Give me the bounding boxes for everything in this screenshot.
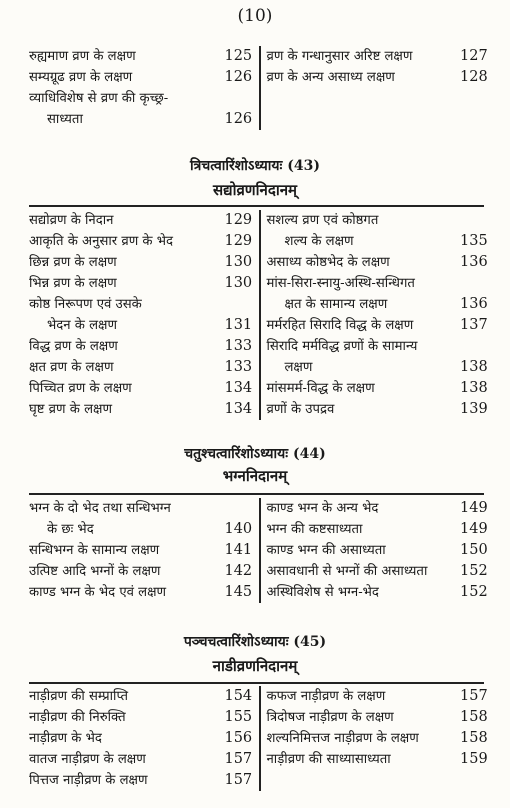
toc-entry-title: त्रिदोषज नाड़ीव्रण के लक्षण <box>266 710 394 725</box>
toc-entry-title: असाध्य कोष्ठभेद के लक्षण <box>266 255 390 270</box>
toc-col-left <box>29 686 256 791</box>
toc-col-left <box>29 210 256 420</box>
chapter-heading-44: चतुश्चत्वारिंशोऽध्यायः (44) <box>184 446 326 462</box>
toc-entry-title: लक्षण <box>284 360 313 375</box>
toc-entry-title: सन्धिभग्न के सामान्य लक्षण <box>29 543 160 558</box>
toc-col-right <box>256 46 488 130</box>
toc-entry-page: 137 <box>460 317 488 333</box>
toc-entry-page: 158 <box>460 730 488 746</box>
toc-entry-page: 142 <box>224 563 253 579</box>
toc-entry <box>266 498 488 519</box>
toc-entry-page: 136 <box>460 296 488 312</box>
toc-entry-page: 157 <box>224 772 253 788</box>
toc-entry <box>266 294 488 315</box>
toc-entry-title: शल्यनिमित्तज नाड़ीव्रण के लक्षण <box>266 731 419 746</box>
toc-entry <box>29 498 248 519</box>
toc-entry-page: 134 <box>224 380 253 396</box>
toc-entry <box>29 67 253 88</box>
toc-entry <box>29 231 253 252</box>
toc-entry-page: 127 <box>460 48 488 64</box>
chapter-title-45: नाडीव्रणनिदानम् <box>212 657 298 675</box>
toc-entry-page: 130 <box>224 275 253 291</box>
toc-entry-title: क्षत के सामान्य लक्षण <box>284 297 388 312</box>
toc-entry-title: व्रण के अन्य असाध्य लक्षण <box>266 70 395 85</box>
toc-entry-title: शल्य के लक्षण <box>284 234 354 249</box>
toc-entry-page: 133 <box>224 359 253 375</box>
toc-entry-title: काण्ड भग्न की असाध्यता <box>266 543 386 558</box>
toc-entry <box>266 399 488 420</box>
toc-entry-title: भग्न की कष्टसाध्यता <box>266 522 363 537</box>
toc-entry-title: उत्पिष्ट आदि भग्नों के लक्षण <box>29 564 161 579</box>
toc-entry <box>266 231 488 252</box>
toc-block-44 <box>29 498 488 603</box>
toc-entry-title: व्याधिविशेष से व्रण की कृच्छ्र- <box>29 91 169 106</box>
toc-entry-title: व्रणों के उपद्रव <box>266 402 335 417</box>
toc-entry-title: भेदन के लक्षण <box>47 318 118 333</box>
toc-col-right <box>256 210 488 420</box>
toc-entry-title: काण्ड भग्न के अन्य भेद <box>266 501 379 516</box>
toc-entry <box>29 273 253 294</box>
toc-entry-page: 159 <box>460 751 488 767</box>
toc-entry-page: 157 <box>460 688 488 704</box>
toc-entry-title: काण्ड भग्न के भेद एवं लक्षण <box>29 585 167 600</box>
toc-col-left <box>29 46 256 130</box>
toc-entry-page: 136 <box>460 254 488 270</box>
chapter-heading-45: पञ्चचत्वारिंशोऽध्यायः (45) <box>183 634 327 650</box>
toc-entry <box>29 294 248 315</box>
toc-entry-title: साध्यता <box>47 112 83 127</box>
toc-entry-page: 149 <box>460 521 488 537</box>
toc-entry <box>266 210 484 231</box>
toc-entry-title: घृष्ट व्रण के लक्षण <box>29 402 112 417</box>
toc-block-45 <box>29 686 488 791</box>
toc-entry <box>266 315 488 336</box>
toc-entry-title: अस्थिविशेष से भग्न-भेद <box>266 585 379 600</box>
toc-entry-title: मर्मरहित सिरादि विद्ध के लक्षण <box>266 318 414 333</box>
toc-entry-page: 139 <box>460 401 488 417</box>
toc-entry <box>266 749 488 770</box>
toc-entry-page: 129 <box>224 233 253 249</box>
toc-entry <box>266 273 484 294</box>
toc-entry-title: कफज नाड़ीव्रण के लक्षण <box>266 689 386 704</box>
toc-entry-page: 131 <box>224 317 253 333</box>
toc-entry-page: 149 <box>460 500 488 516</box>
page-number: (10) <box>237 6 273 26</box>
toc-entry <box>266 252 488 273</box>
toc-entry-page: 135 <box>460 233 488 249</box>
toc-entry <box>29 399 253 420</box>
toc-entry-page: 133 <box>224 338 253 354</box>
toc-entry-title: पिच्चित व्रण के लक्षण <box>29 381 132 396</box>
toc-entry-page: 145 <box>224 584 253 600</box>
toc-entry <box>29 749 253 770</box>
toc-entry <box>29 88 248 109</box>
section-rule-44 <box>29 493 484 495</box>
toc-entry-page: 128 <box>460 69 488 85</box>
toc-entry-title: नाड़ीव्रण की निरुक्ति <box>29 710 126 725</box>
toc-entry-title: कोष्ठ निरूपण एवं उसके <box>29 297 142 312</box>
toc-entry-title: पित्तज नाड़ीव्रण के लक्षण <box>29 773 148 788</box>
toc-entry <box>266 686 488 707</box>
toc-entry-title: रुह्यमाण व्रण के लक्षण <box>29 49 136 64</box>
chapter-title-44: भग्ननिदानम् <box>222 467 288 485</box>
toc-entry-title: असावधानी से भग्नों की असाध्यता <box>266 564 428 579</box>
toc-entry-page: 154 <box>224 688 253 704</box>
toc-entry-title: छिन्न व्रण के लक्षण <box>29 255 117 270</box>
toc-col-right <box>256 498 488 603</box>
toc-entry-title: नाड़ीव्रण के भेद <box>29 731 102 746</box>
toc-col-left <box>29 498 256 603</box>
toc-entry <box>29 561 253 582</box>
toc-entry-page: 155 <box>224 709 253 725</box>
toc-entry-page: 158 <box>460 709 488 725</box>
toc-entry-title: सशल्य व्रण एवं कोष्ठगत <box>266 213 379 228</box>
toc-entry-page: 138 <box>460 359 488 375</box>
toc-entry-title: भिन्न व्रण के लक्षण <box>29 276 117 291</box>
toc-entry-page: 125 <box>224 48 253 64</box>
chapter-title-43: सद्योव्रणनिदानम् <box>212 181 297 199</box>
toc-entry <box>29 109 253 130</box>
toc-entry-page: 126 <box>224 69 253 85</box>
toc-entry-title: व्रण के गन्धानुसार अरिष्ट लक्षण <box>266 49 413 64</box>
toc-entry-page: 134 <box>224 401 253 417</box>
toc-block-42 <box>29 46 488 130</box>
toc-entry-page: 141 <box>224 542 253 558</box>
toc-entry-title: विद्ध व्रण के लक्षण <box>29 339 118 354</box>
toc-entry-page: 140 <box>224 521 253 537</box>
toc-entry-title: मांस-सिरा-स्नायु-अस्थि-सन्धिगत <box>266 276 415 291</box>
toc-entry-title: आकृति के अनुसार व्रण के भेद <box>29 234 174 249</box>
toc-entry <box>29 46 253 67</box>
section-rule-43 <box>29 205 484 207</box>
toc-entry-title: क्षत व्रण के लक्षण <box>29 360 114 375</box>
toc-entry <box>266 540 488 561</box>
toc-entry <box>266 336 484 357</box>
toc-entry-page: 126 <box>224 111 253 127</box>
toc-entry-title: वातज नाड़ीव्रण के लक्षण <box>29 752 146 767</box>
toc-entry-title: सिरादि मर्मविद्ध व्रणों के सामान्य <box>266 339 418 354</box>
toc-entry <box>266 582 488 603</box>
toc-entry-page: 156 <box>224 730 253 746</box>
toc-entry <box>29 770 253 791</box>
toc-entry-page: 130 <box>224 254 253 270</box>
toc-entry <box>266 561 488 582</box>
toc-entry <box>266 519 488 540</box>
toc-entry <box>29 315 253 336</box>
toc-entry-title: मांसमर्म-विद्ध के लक्षण <box>266 381 375 396</box>
section-rule-45 <box>29 682 484 684</box>
toc-entry <box>266 728 488 749</box>
toc-entry-page: 129 <box>224 212 253 228</box>
toc-entry-title: नाड़ीव्रण की साध्यासाध्यता <box>266 752 391 767</box>
toc-entry <box>29 336 253 357</box>
toc-entry-title: नाड़ीव्रण की सम्प्राप्ति <box>29 689 129 704</box>
toc-entry <box>29 357 253 378</box>
toc-entry <box>266 46 488 67</box>
toc-entry-page: 157 <box>224 751 253 767</box>
toc-entry-title: सद्योव्रण के निदान <box>29 213 114 228</box>
toc-entry <box>266 357 488 378</box>
toc-entry <box>29 707 253 728</box>
toc-entry-title: भग्न के दो भेद तथा सन्धिभग्न <box>29 501 171 516</box>
toc-entry-title: सम्यग्रूढ व्रण के लक्षण <box>29 70 133 85</box>
toc-entry-page: 152 <box>460 584 488 600</box>
toc-entry <box>29 686 253 707</box>
toc-block-43 <box>29 210 488 420</box>
toc-entry <box>29 210 253 231</box>
toc-entry <box>266 707 488 728</box>
toc-entry <box>266 67 488 88</box>
toc-entry-title: के छः भेद <box>47 522 94 537</box>
toc-entry <box>29 519 253 540</box>
toc-entry <box>29 728 253 749</box>
toc-entry <box>29 378 253 399</box>
toc-entry <box>266 378 488 399</box>
toc-entry <box>29 582 253 603</box>
chapter-heading-43: त्रिचत्वारिंशोऽध्यायः (43) <box>190 158 320 174</box>
toc-entry <box>29 252 253 273</box>
toc-entry-page: 138 <box>460 380 488 396</box>
toc-entry <box>29 540 253 561</box>
toc-entry-page: 150 <box>460 542 488 558</box>
toc-entry-page: 152 <box>460 563 488 579</box>
toc-col-right <box>256 686 488 791</box>
